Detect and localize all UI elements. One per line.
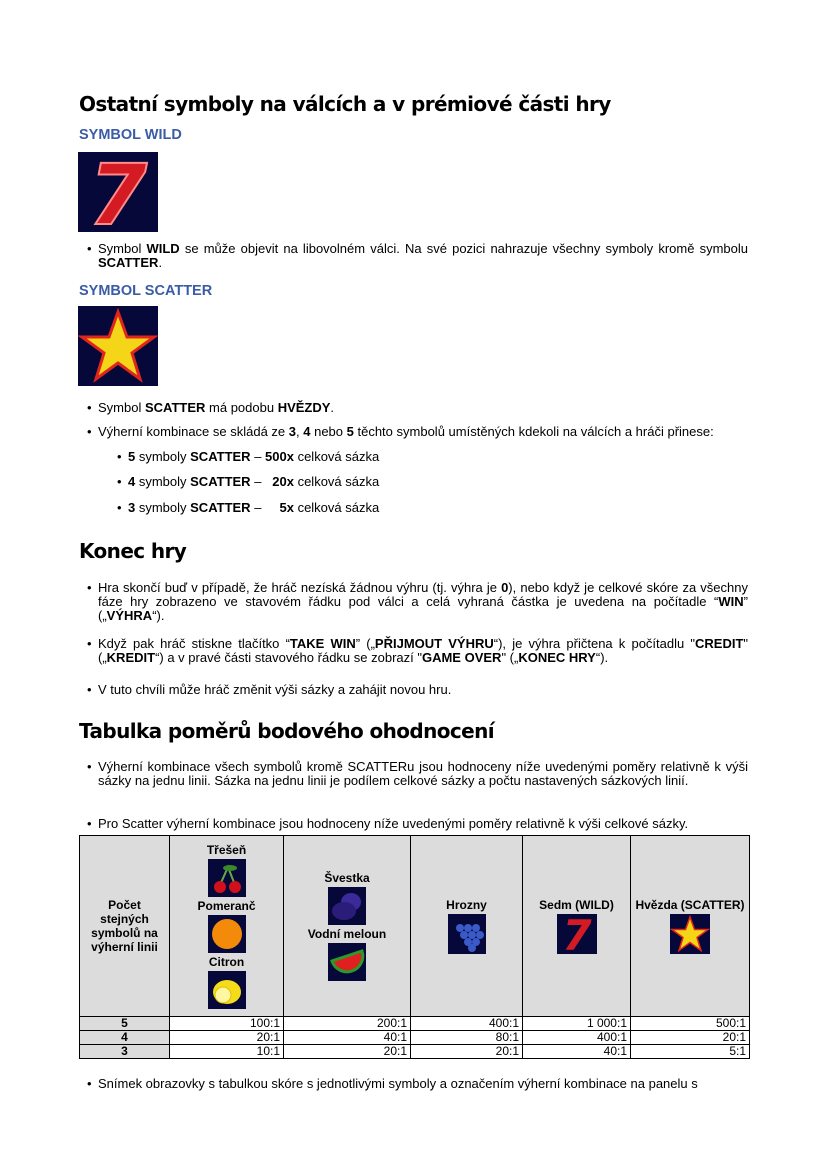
text-run: Hra skončí buď v případě, že hráč nezíská žádnou výhru (tj. výhra je (98, 580, 502, 595)
count-cell: 5 (80, 1017, 170, 1031)
text-run: se může objevit na libovolném válci. Na své pozici nahrazuje všechny symboly kromě symbolu (179, 241, 748, 256)
bold-run: WILD (146, 241, 180, 256)
lemon-label: Citron (208, 955, 245, 969)
text-run: celková sázka (293, 500, 380, 515)
ratio-cell: 100:1 (170, 1017, 284, 1031)
text-run: těchto symbolů umístěných kdekoli na válcích a hráči přinese: (353, 424, 714, 439)
fruit-header-2 (284, 836, 411, 1017)
text-run: celková sázka (293, 449, 380, 464)
text-run: ” („ (98, 594, 748, 623)
text-run: “), je výhra přičtena k počítadlu " (493, 636, 695, 651)
cherry-icon (208, 859, 246, 897)
text-run: symboly (135, 500, 191, 515)
seven-label: Sedm (WILD) (539, 898, 614, 912)
bold-run: PŘIJMOUT VÝHRU (374, 636, 494, 651)
text-run: Snímek obrazovky s tabulkou skóre s jednotlivými symboly a označením výherní kombinace na panelu s (98, 1076, 698, 1091)
ratio-cell: 20:1 (284, 1045, 411, 1059)
text-run: symboly (135, 449, 191, 464)
bold-run: SCATTER (144, 400, 206, 415)
star-label: Hvězda (SCATTER) (635, 898, 745, 912)
bold-run: VÝHRA (106, 608, 153, 623)
text-run: Výherní kombinace všech symbolů kromě SCATTERu jsou hodnoceny níže uvedenými poměry relativně k výši sázky na jednu linii. Sázka na jednu linii je podílem celkové sázky a počtu nastavených sázkových linií. (98, 759, 748, 788)
ratio-cell: 500:1 (631, 1017, 750, 1031)
grapes-icon (448, 914, 486, 954)
ratio-cell: 40:1 (284, 1031, 411, 1045)
ratio-cell: 20:1 (411, 1045, 523, 1059)
ratio-cell: 40:1 (523, 1045, 631, 1059)
text-run: , (296, 424, 304, 439)
text-run: " („ (501, 650, 519, 665)
fruit-header-3 (411, 836, 523, 1017)
wild-bullet: • Symbol WILD se může objevit na libovolném válci. Na své pozici nahrazuje všechny symboly kromě symbolu SCATTER. (87, 241, 748, 270)
ratio-cell: 400:1 (411, 1017, 523, 1031)
table-row (80, 1017, 750, 1031)
star-header (631, 836, 750, 1017)
bold-run: 5x (279, 500, 294, 515)
text-run: má podobu (205, 400, 278, 415)
seven-icon (557, 914, 597, 954)
bold-run: SCATTER (190, 449, 251, 464)
star-icon (670, 914, 710, 954)
bold-run: TAKE WIN (289, 636, 356, 651)
text-run: " („ (98, 636, 749, 665)
text-run: nebo (310, 424, 347, 439)
wild-heading: SYMBOL WILD (79, 127, 182, 143)
bold-run: 5 (346, 424, 354, 439)
table-row (80, 1045, 750, 1059)
plum-label: Švestka (324, 871, 370, 885)
text-run: Když pak hráč stiskne tlačítko “ (98, 636, 290, 651)
ratio-cell: 20:1 (170, 1031, 284, 1045)
scatter-bullet: • Výherní kombinace se skládá ze 3, 4 nebo 5 těchto symbolů umístěných kdekoli na válcích a hráči přinese: (87, 424, 714, 439)
section-title: Tabulka poměrů bodového ohodnocení (79, 719, 495, 743)
section-title: Ostatní symboly na válcích a v prémiové části hry (79, 92, 611, 116)
text-run: – (250, 500, 280, 515)
bold-run: SCATTER (98, 255, 159, 270)
bold-run: 4 (303, 424, 311, 439)
bold-run: 500x (265, 449, 294, 464)
count-header: Počet stejných symbolů na výherní linii (80, 836, 170, 1017)
text-run: Symbol (98, 400, 145, 415)
watermelon-label: Vodní meloun (307, 927, 387, 941)
text-run: V tuto chvíli může hráč změnit výši sázky a zahájit novou hru. (98, 682, 452, 697)
svg-text:7: 7 (561, 914, 592, 954)
end-bullet: • Hra skončí buď v případě, že hráč nezíská žádnou výhru (tj. výhra je 0), nebo když je celkové skóre za všechny fáze hry zobrazeno ve stavovém řádku pod válci a celá vyhraná částka je uvedena na počítadle “WIN” („VÝHRA“). (87, 580, 748, 623)
text-run: celková sázka (293, 474, 380, 489)
text-run: Pro Scatter výherní kombinace jsou hodnoceny níže uvedenými poměry relativně k výši celkové sázky. (98, 816, 689, 831)
lemon-icon (208, 971, 246, 1009)
plum-icon (328, 887, 366, 925)
bold-run: 4 (128, 474, 136, 489)
ratio-cell: 10:1 (170, 1045, 284, 1059)
text-run: Symbol (98, 241, 147, 256)
seven-header (523, 836, 631, 1017)
bold-run: KONEC HRY (518, 650, 596, 665)
bold-run: SCATTER (190, 474, 251, 489)
scatter-sub-bullet: • 5 symboly SCATTER – 500x celková sázka (117, 449, 380, 464)
text-run: “). (152, 608, 165, 623)
bold-run: HVĚZDY (277, 400, 331, 415)
cherry-label: Třešeň (206, 843, 247, 857)
section-title: Konec hry (79, 539, 187, 563)
paytable (79, 835, 750, 1059)
bold-run: CREDIT (695, 636, 744, 651)
bold-run: 0 (501, 580, 509, 595)
text-run: . (158, 255, 163, 270)
orange-icon (208, 915, 246, 953)
text-run: “) a v pravé části stavového řádku se zobrazí " (155, 650, 422, 665)
text-run: “). (595, 650, 609, 665)
scatter-bullet: • Symbol SCATTER má podobu HVĚZDY. (87, 400, 335, 415)
ratio-cell: 400:1 (523, 1031, 631, 1045)
ratio-cell: 1 000:1 (523, 1017, 631, 1031)
text-run: symboly (135, 474, 191, 489)
fruit-header-1 (170, 836, 284, 1017)
text-run: – (250, 474, 273, 489)
text-run: – (250, 449, 266, 464)
bold-run: KREDIT (106, 650, 156, 665)
svg-text:7: 7 (88, 152, 148, 232)
star-icon (78, 306, 158, 386)
ratio-cell: 20:1 (631, 1031, 750, 1045)
watermelon-icon (328, 943, 366, 981)
bold-run: 20x (272, 474, 294, 489)
bold-run: GAME OVER (421, 650, 502, 665)
table-row (80, 1031, 750, 1045)
count-cell: 4 (80, 1031, 170, 1045)
end-bullet: • Když pak hráč stiskne tlačítko “TAKE WIN” („PŘIJMOUT VÝHRU“), je výhra přičtena k počítadlu "CREDIT" („KREDIT“) a v pravé části stavového řádku se zobrazí "GAME OVER" („KONEC HRY“). (87, 636, 749, 665)
bold-run: WIN (718, 594, 744, 609)
count-cell: 3 (80, 1045, 170, 1059)
table-bullet: • Pro Scatter výherní kombinace jsou hodnoceny níže uvedenými poměry relativně k výši celkové sázky. (87, 816, 689, 831)
bold-run: 3 (128, 500, 136, 515)
bold-run: SCATTER (190, 500, 251, 515)
bold-run: 3 (288, 424, 297, 439)
table-bullet: • Výherní kombinace všech symbolů kromě SCATTERu jsou hodnoceny níže uvedenými poměry relativně k výši sázky na jednu linii. Sázka na jednu linii je podílem celkové sázky a počtu nastavených sázkových linií. (87, 759, 748, 788)
text-run: ” („ (355, 636, 375, 651)
scatter-sub-bullet: • 4 symboly SCATTER – 20x celková sázka (117, 474, 380, 489)
bold-run: 5 (128, 449, 136, 464)
scatter-heading: SYMBOL SCATTER (79, 283, 213, 299)
end-bullet: • V tuto chvíli může hráč změnit výši sázky a zahájit novou hru. (87, 682, 452, 697)
ratio-cell: 5:1 (631, 1045, 750, 1059)
orange-label: Pomeranč (197, 899, 256, 913)
text-run: ), nebo když je celkové skóre za všechny fáze hry zobrazeno ve stavovém řádku pod válci a celá vyhraná částka je uvedena na počítadle “ (98, 580, 748, 609)
text-run: . (330, 400, 335, 415)
seven-icon (78, 152, 158, 232)
screenshot-bullet: • Snímek obrazovky s tabulkou skóre s jednotlivými symboly a označením výherní kombinace na panelu s (87, 1076, 698, 1091)
ratio-cell: 80:1 (411, 1031, 523, 1045)
text-run: Výherní kombinace se skládá ze (98, 424, 289, 439)
scatter-sub-bullet: • 3 symboly SCATTER – 5x celková sázka (117, 500, 380, 515)
grapes-label: Hrozny (446, 898, 487, 912)
ratio-cell: 200:1 (284, 1017, 411, 1031)
